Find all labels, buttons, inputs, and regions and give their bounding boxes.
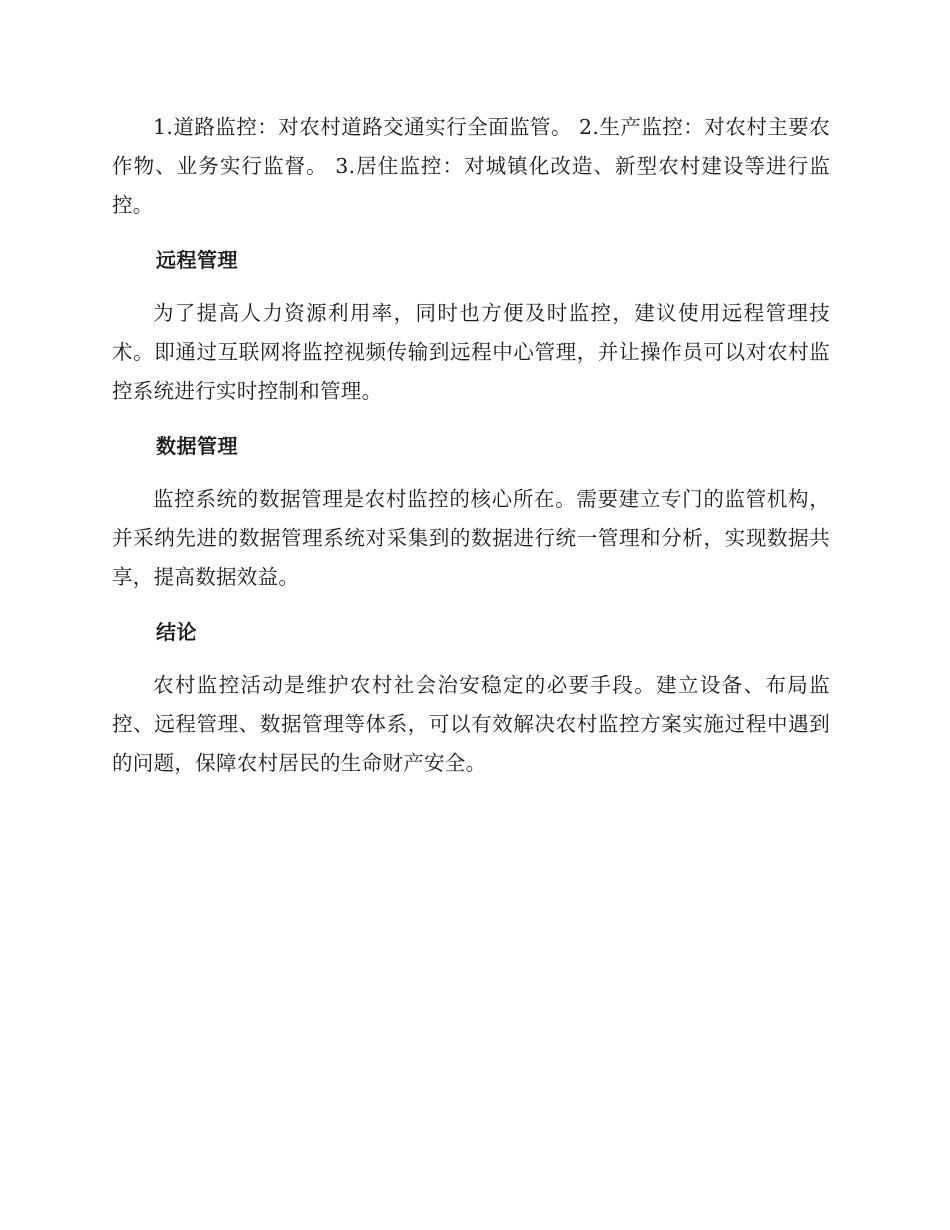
intro-paragraph: 1.道路监控：对农村道路交通实行全面监管。 2.生产监控：对农村主要农作物、业务实行监督。 3.居住监控：对城镇化改造、新型农村建设等进行监控。 xyxy=(112,115,830,217)
section-paragraph-data-management: 监控系统的数据管理是农村监控的核心所在。需要建立专门的监管机构，并采纳先进的数据管理系统对采集到的数据进行统一管理和分析，实现数据共享，提高数据效益。 xyxy=(112,487,830,589)
section-heading-conclusion: 结论 xyxy=(156,620,197,644)
section-heading-data-management: 数据管理 xyxy=(156,434,238,458)
section-paragraph-remote-management: 为了提高人力资源利用率，同时也方便及时监控，建议使用远程管理技术。即通过互联网将监控视频传输到远程中心管理，并让操作员可以对农村监控系统进行实时控制和管理。 xyxy=(112,301,830,403)
section-paragraph-conclusion: 农村监控活动是维护农村社会治安稳定的必要手段。建立设备、布局监控、远程管理、数据管理等体系，可以有效解决农村监控方案实施过程中遇到的问题，保障农村居民的生命财产安全。 xyxy=(112,673,830,775)
section-heading-remote-management: 远程管理 xyxy=(156,248,238,272)
document-body xyxy=(112,108,830,799)
